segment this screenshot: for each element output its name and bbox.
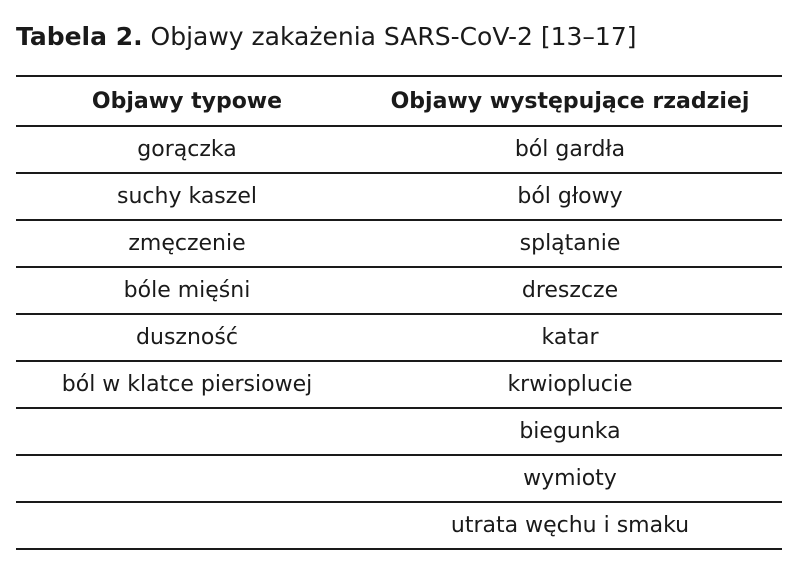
table-cell: utrata węchu i smaku [450,513,690,538]
table-cell: suchy kaszel [117,184,257,209]
column-header-typical: Objawy typowe [91,88,283,114]
table-cell [16,456,358,501]
table-cell: ból gardła [514,137,626,162]
table-cell: zmęczenie [128,231,246,256]
table-row [16,503,782,550]
column-header-rarer: Objawy występujące rzadziej [390,88,750,114]
table-cell: ból głowy [517,184,623,209]
table-caption-label: Tabela 2. [16,22,143,51]
table-caption [16,19,637,55]
table-row [16,221,782,268]
table-caption-title: Objawy zakażenia SARS-CoV-2 [13–17] [150,22,637,51]
table-row [16,268,782,315]
table-row [16,174,782,221]
table-cell: krwioplucie [507,372,633,397]
table-row [16,127,782,174]
table-cell: duszność [136,325,238,350]
table-row [16,362,782,409]
table-row [16,456,782,503]
table-cell: splątanie [519,231,621,256]
table-cell: biegunka [519,419,621,444]
table-cell: wymioty [523,466,617,491]
table-cell: dreszcze [521,278,619,303]
table-cell: gorączka [137,137,237,162]
table-row [16,315,782,362]
table-cell [16,409,358,454]
table-header-row [16,77,782,127]
table-cell: katar [541,325,599,350]
table-cell: bóle mięśni [123,278,251,303]
table-cell [16,503,358,548]
table-row [16,409,782,456]
table-cell: ból w klatce piersiowej [61,372,313,397]
symptoms-table [16,75,782,550]
